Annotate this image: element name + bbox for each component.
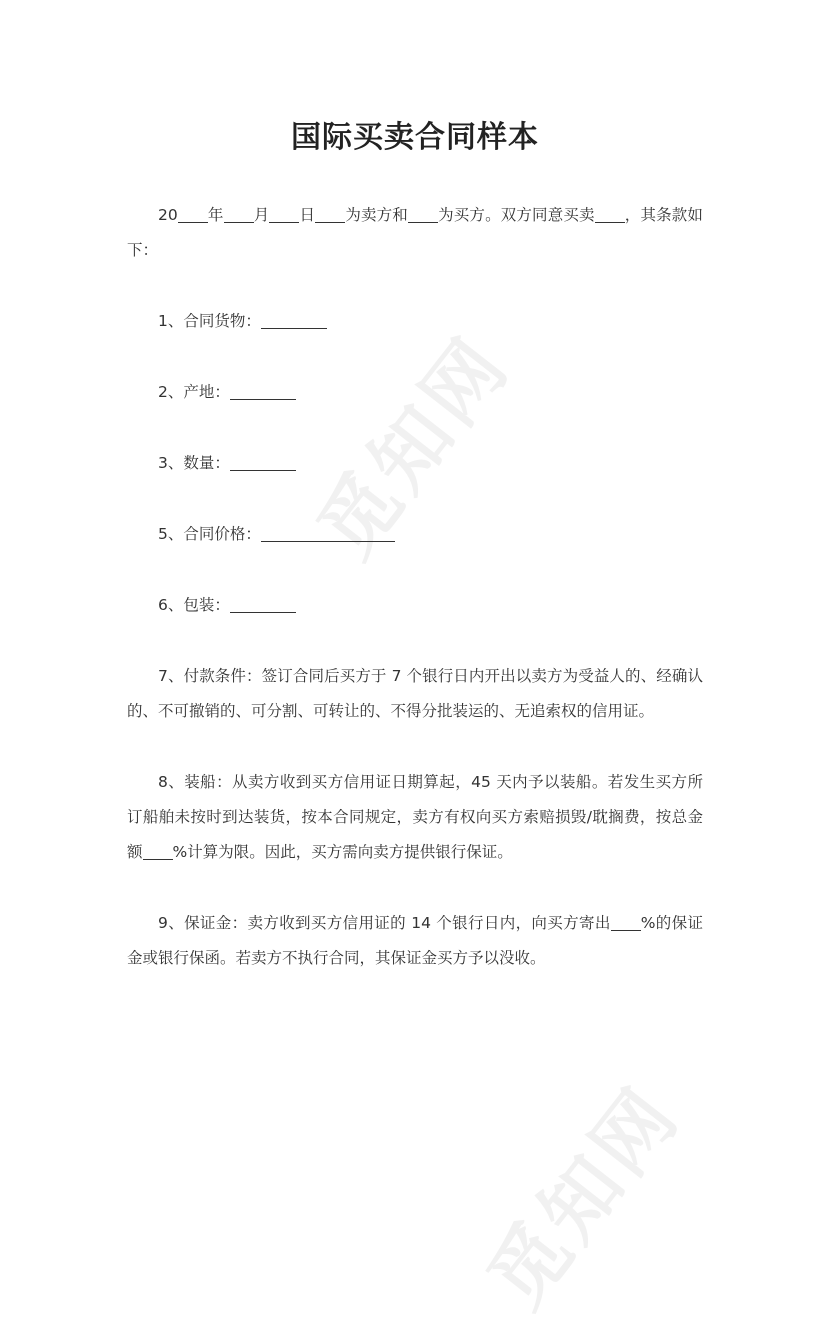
clause-shipment-text: 8、装船：从卖方收到买方信用证日期算起，45 天内予以装船。若发生买方所订船舶未按时到达装货，按本合同规定，卖方有权向买方索赔损毁/耽搁费，按总金额 <box>127 773 703 861</box>
blank-packing-value <box>230 594 296 613</box>
blank-year <box>178 204 208 223</box>
intro-text-seller: 为卖方和 <box>345 206 408 224</box>
blank-month <box>224 204 254 223</box>
intro-paragraph <box>127 198 703 268</box>
clause-origin-label: 2、产地： <box>158 383 230 401</box>
clause-price-label: 5、合同价格： <box>158 525 261 543</box>
page-title: 国际买卖合同样本 <box>291 120 539 155</box>
clause-goods-label: 1、合同货物： <box>158 312 261 330</box>
intro-text-nian: 年 <box>207 206 224 224</box>
watermark-bottom: 觅知网 <box>471 1070 698 1325</box>
clause-goods <box>127 304 703 339</box>
clause-packing <box>127 588 703 623</box>
blank-deposit-percent <box>611 912 641 931</box>
clause-shipment <box>127 765 703 870</box>
clause-packing-label: 6、包装： <box>158 596 230 614</box>
blank-quantity-value <box>230 452 296 471</box>
intro-text-ri: 日 <box>299 206 316 224</box>
intro-text-terms: ，其条款如下： <box>127 206 703 259</box>
blank-shipment-percent <box>143 841 173 860</box>
intro-text-buyer: 为买方。双方同意买卖 <box>437 206 595 224</box>
document-body <box>127 198 703 1012</box>
blank-origin-value <box>230 381 296 400</box>
intro-text-yue: 月 <box>253 206 270 224</box>
clause-shipment-text-2: %计算为限。因此，买方需向卖方提供银行保证。 <box>172 843 513 861</box>
clause-deposit-text: 9、保证金：卖方收到买方信用证的 14 个银行日内，向买方寄出 <box>158 914 611 932</box>
clause-quantity-label: 3、数量： <box>158 454 230 472</box>
blank-seller <box>315 204 345 223</box>
blank-price-value <box>261 523 395 542</box>
blank-goods <box>595 204 625 223</box>
clause-deposit-text-2: %的保证金或银行保函。若卖方不执行合同，其保证金买方予以没收。 <box>127 914 703 967</box>
clause-quantity <box>127 446 703 481</box>
clause-payment: 7、付款条件：签订合同后买方于 7 个银行日内开出以卖方为受益人的、经确认的、不可撤销的、可分割、可转让的、不得分批装运的、无追索权的信用证。 <box>127 667 703 720</box>
clause-origin <box>127 375 703 410</box>
blank-buyer <box>408 204 438 223</box>
watermark: 觅知网 <box>301 320 528 575</box>
blank-day <box>269 204 299 223</box>
blank-goods-value <box>261 310 327 329</box>
clause-price <box>127 517 703 552</box>
intro-text-year: 20 <box>158 206 178 224</box>
clause-deposit <box>127 906 703 976</box>
